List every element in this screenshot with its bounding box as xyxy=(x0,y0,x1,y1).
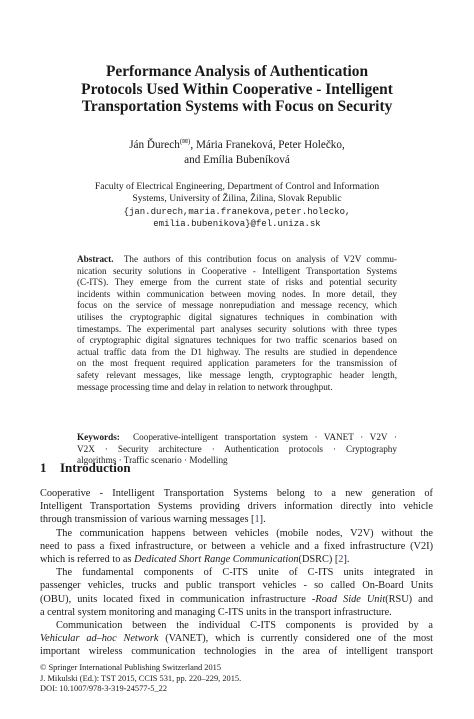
abstract-line: nication security solutions in Cooperative - Intelligent Transportation Systems xyxy=(77,265,397,276)
body-line: The fundamental components of C-ITS unite of C-ITS units integrated in xyxy=(56,567,433,579)
section-number: 1 xyxy=(40,460,47,475)
body-text-span: ]. xyxy=(259,514,266,526)
abstract-text: The authors of this contribution focus on analysis of V2V commu- xyxy=(123,254,397,264)
body-line: Communication between the individual C-ITS components is provided by a xyxy=(56,620,433,632)
affiliation-line: Faculty of Electrical Engineering, Department of Control and Information xyxy=(94,181,380,192)
abstract-line: on the most frequent required application parameters for the transmission of xyxy=(77,358,397,369)
body-text-span: through transmission of various warning messages [ xyxy=(40,514,255,526)
body-text-span: which is referred to as xyxy=(40,554,135,566)
citation-link[interactable]: 2 xyxy=(338,554,344,566)
author-emails: {jan.durech,maria.franekova,peter.holecko, xyxy=(123,206,351,217)
author-names: , Mária Franeková, Peter Holečko, xyxy=(190,139,345,151)
corresponding-author-icon: (✉) xyxy=(179,137,191,146)
body-line: a central system monitoring and managing C-ITS units in the transport infrastructure. xyxy=(40,606,392,618)
abstract-line: safety relevant messages, like message length, cryptographic header length, xyxy=(77,369,397,380)
abstract-line: incidents within communication between moving nodes. In more detail, they xyxy=(77,288,397,299)
body-italic-term: Dedicated Short Range Communication xyxy=(134,554,299,566)
citation-link[interactable]: 1 xyxy=(254,514,260,526)
abstract-label: Abstract. xyxy=(77,254,114,264)
abstract-line: timestamps. The experimental part analyses security solutions with three types xyxy=(77,323,397,334)
body-line: The communication happens between vehicles (mobile nodes, V2V) without the xyxy=(56,527,433,539)
author-name: Ján Ďurech xyxy=(129,139,180,151)
affiliation-line: Systems, University of Žilina, Žilina, Slovak Republic xyxy=(132,193,342,205)
title-line: Transportation Systems with Focus on Security xyxy=(81,98,393,116)
body-text-span: (OBU), units located fixed in communication infrastructure - xyxy=(40,593,316,605)
body-italic-term: Vehicular ad–hoc Network xyxy=(40,633,159,645)
abstract-line: of cryptographic digital signatures techniques for two traffic scenarios based on xyxy=(77,335,397,346)
abstract-line: utilises the cryptographic digital signatures techniques in combination with xyxy=(77,311,397,322)
body-line: passenger vehicles, trucks and public transport vehicles - so called On-Board Units xyxy=(40,580,433,592)
body-text xyxy=(40,487,433,659)
body-line: important wireless communication technologies in the area of intelligent transport xyxy=(40,646,433,658)
keywords-line: algorithms · Traffic scenario · Modelling xyxy=(77,455,228,466)
body-text-span: (VANET), which is currently considered one of the most xyxy=(158,633,433,645)
abstract-line: message processing time and delay in relation to network throughput. xyxy=(77,381,333,392)
keywords-label: Keywords: xyxy=(77,432,120,442)
body-text-span: (DSRC) [ xyxy=(298,554,339,566)
abstract-line: (C-ITS). They emerge from the current state of risks and potential security xyxy=(77,277,397,288)
section-heading xyxy=(40,460,131,476)
affiliation xyxy=(40,181,434,231)
paper-title xyxy=(40,63,434,116)
section-title: Introduction xyxy=(60,460,131,475)
copyright-notice: © Springer International Publishing Switzerland 2015 xyxy=(40,663,222,672)
body-italic-term: Road Side Unit xyxy=(315,593,386,605)
body-line: need to pass a fixed infrastructure, or between a vehicle and a fixed infrastructure (V2I) xyxy=(40,540,433,552)
title-line: Performance Analysis of Authentication xyxy=(105,63,369,80)
abstract-line: focus on the service of message nonrepudiation and message recency, which xyxy=(77,300,397,311)
keywords-text: Cooperative-intelligent transportation system · VANET · V2V · xyxy=(133,432,397,442)
footer xyxy=(40,663,241,695)
body-text-span: ]. xyxy=(343,554,350,566)
author-emails: emilia.bubenikova}@fel.uniza.sk xyxy=(153,219,321,230)
body-line: Intelligent Transportation Systems providing drivers information directly into vehicle xyxy=(40,501,433,513)
body-text-span: (RSU) and xyxy=(385,593,433,605)
author-list xyxy=(40,138,434,168)
title-line: Protocols Used Within Cooperative - Intelligent xyxy=(81,80,393,98)
doi: DOI: 10.1007/978-3-319-24577-5_22 xyxy=(40,684,168,694)
citation-info: J. Mikulski (Ed.): TST 2015, CCIS 531, pp. 220–229, 2015. xyxy=(40,673,242,683)
author-names: and Emília Bubeníková xyxy=(184,154,290,166)
abstract xyxy=(77,254,397,393)
keywords-line: V2X · Security architecture · Authentication protocols · Cryptography xyxy=(77,443,397,454)
abstract-line: actual traffic data from the D1 highway. The results are studied in dependence xyxy=(77,346,397,357)
body-line: Cooperative - Intelligent Transportation Systems belong to a new generation of xyxy=(40,488,433,499)
